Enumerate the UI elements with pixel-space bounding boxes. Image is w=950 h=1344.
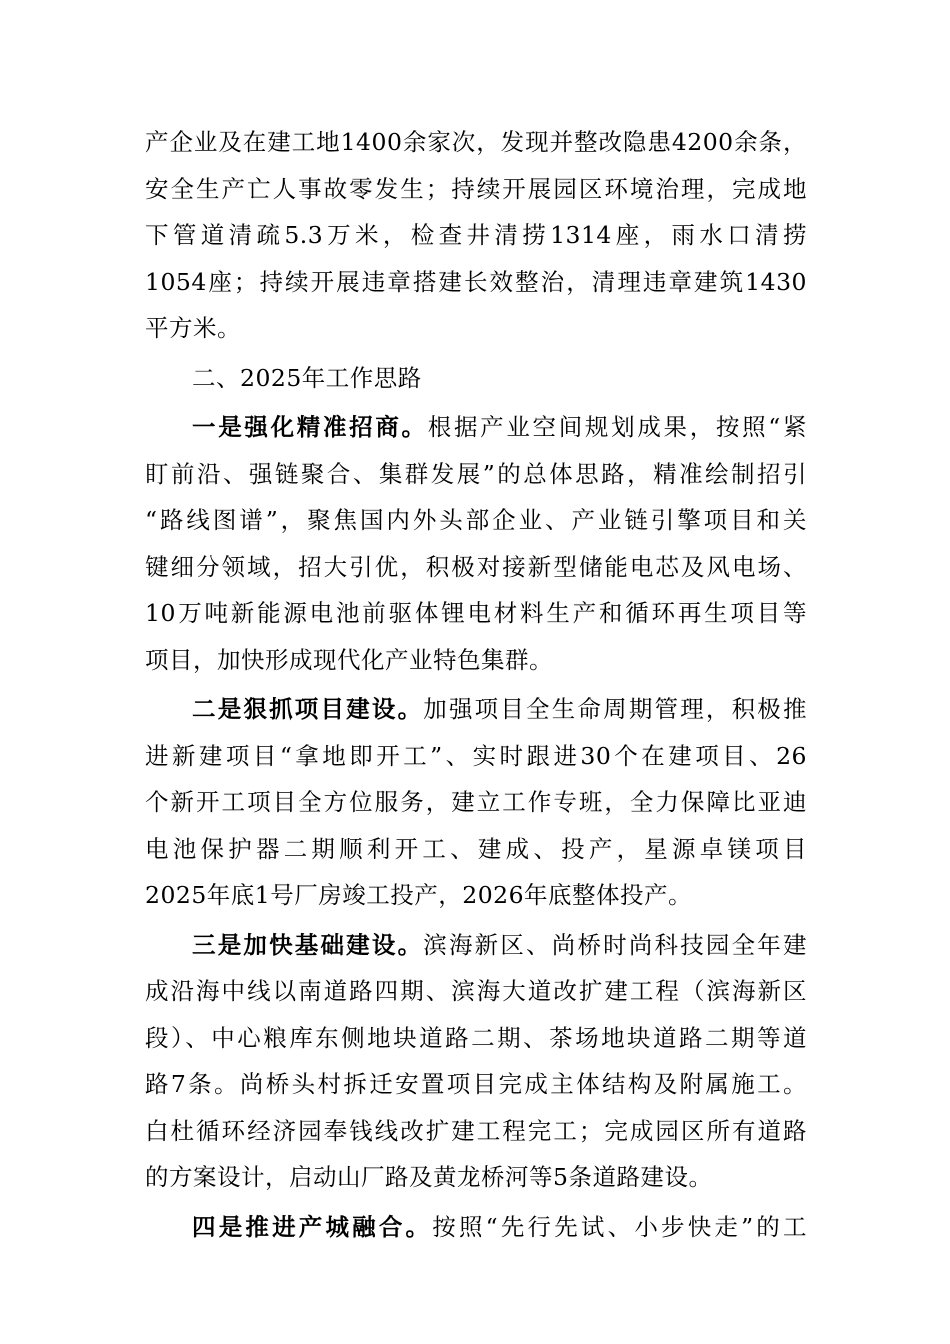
text-line: 盯前沿、强链聚合、集群发展”的总体思路，精准绘制招引 (145, 459, 807, 488)
section-heading: 二、2025年工作思路 (192, 363, 422, 392)
text-line: 三是加快基础建设。滨海新区、尚桥时尚科技园全年建 (192, 930, 808, 959)
text-line: 路7条。尚桥头村拆迁安置项目完成主体结构及附属施工。 (145, 1070, 807, 1098)
text-line: 安全生产亡人事故零发生；持续开展园区环境治理，完成地 (145, 174, 807, 203)
paragraph-infrastructure (145, 922, 807, 1201)
text-line: 成沿海中线以南道路四期、滨海大道改扩建工程（滨海新区 (145, 977, 807, 1005)
text-line: 项目，加快形成现代化产业特色集群。 (145, 645, 553, 674)
paragraph-investment (145, 404, 807, 683)
text-line: 进新建项目“拿地即开工”、实时跟进30个在建项目、26 (145, 741, 807, 770)
text-line: 段）、中心粮库东侧地块道路二期、茶场地块道路二期等道 (145, 1023, 807, 1052)
text-line: 二是狠抓项目建设。加强项目全生命周期管理，积极推 (192, 695, 808, 723)
text-line: 个新开工项目全方位服务，建立工作专班，全力保障比亚迪 (145, 788, 807, 816)
text-line: 的方案设计，启动山厂路及黄龙桥河等5条道路建设。 (145, 1163, 713, 1191)
text-line: 键细分领域，招大引优，积极对接新型储能电芯及风电场、 (145, 552, 807, 581)
text-line: 白杜循环经济园奉钱线改扩建工程完工；完成园区所有道路 (145, 1116, 807, 1145)
text-line: 产企业及在建工地1400余家次，发现并整改隐患4200余条， (145, 128, 807, 156)
text-line: 10万吨新能源电池前驱体锂电材料生产和循环再生项目等 (145, 599, 807, 627)
paragraph-lead: 一是强化精准招商。 (192, 413, 428, 441)
paragraph-safety-environment (145, 119, 807, 352)
text-line: 一是强化精准招商。根据产业空间规划成果，按照“紧 (192, 413, 808, 441)
document-page (145, 119, 807, 1250)
text-line: 1054座；持续开展违章搭建长效整治，清理违章建筑1430 (145, 267, 807, 296)
text-line: 平方米。 (145, 314, 241, 342)
paragraph-lead: 二是狠抓项目建设。 (192, 695, 424, 723)
text-line: “路线图谱”，聚焦国内外头部企业、产业链引擎项目和关 (145, 506, 807, 534)
paragraph-lead: 四是推进产城融合。 (192, 1212, 433, 1241)
paragraph-lead: 三是加快基础建设。 (192, 930, 424, 959)
paragraph-project-construction (145, 686, 807, 919)
paragraph-city-integration (145, 1204, 807, 1251)
text-line: 下管道清疏5.3万米，检查井清捞1314座，雨水口清捞 (145, 221, 807, 249)
text-line: 四是推进产城融合。按照“先行先试、小步快走”的工 (192, 1212, 807, 1241)
text-line: 电池保护器二期顺利开工、建成、投产，星源卓镁项目 (145, 834, 807, 863)
text-line: 2025年底1号厂房竣工投产，2026年底整体投产。 (145, 881, 693, 909)
